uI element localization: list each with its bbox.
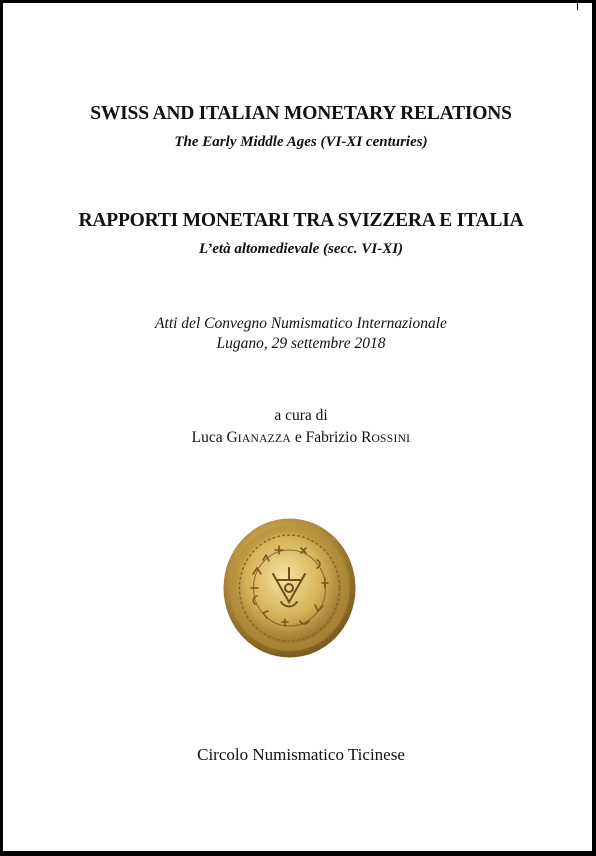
editor-2-first-name: Fabrizio [305, 429, 358, 446]
proceedings-line-1: Atti del Convegno Numismatico Internazionale [155, 315, 447, 332]
gold-coin-icon [223, 518, 356, 658]
crop-mark [577, 3, 578, 10]
publisher-name: Circolo Numismatico Ticinese [197, 745, 405, 764]
editor-1-last-name: GIANAZZA [226, 429, 291, 446]
title-english: SWISS AND ITALIAN MONETARY RELATIONS [90, 103, 512, 124]
editor-2-last-name: ROSSINI [361, 429, 411, 446]
editors-names [3, 427, 596, 450]
subtitle-english: The Early Middle Ages (VI-XI centuries) [174, 134, 428, 150]
title-italian: RAPPORTI MONETARI TRA SVIZZERA E ITALIA [78, 210, 524, 231]
editor-1-first-name: Luca [191, 429, 223, 446]
editors-intro: a cura di [274, 407, 328, 424]
editors-conjunction: e [294, 429, 302, 446]
subtitle-italian: L’età altomedievale (secc. VI-XI) [198, 241, 404, 257]
gold-coin-image [223, 518, 356, 658]
proceedings-line-2: Lugano, 29 settembre 2018 [216, 335, 386, 352]
